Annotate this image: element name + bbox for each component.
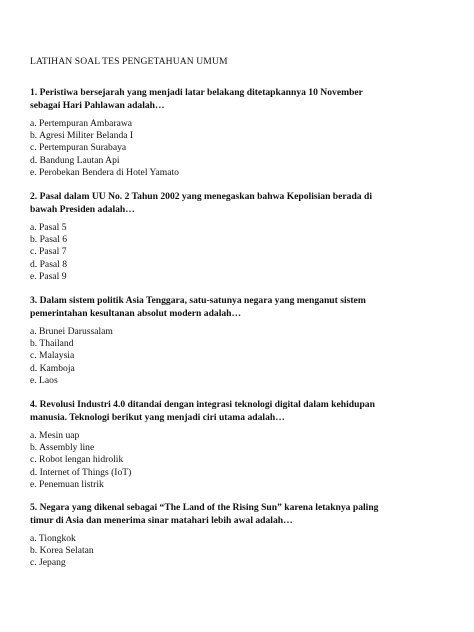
document-title: LATIHAN SOAL TES PENGETAHUAN UMUM (30, 56, 228, 67)
question-text (30, 295, 450, 320)
option-b: b. Pasal 6 (30, 234, 68, 246)
question-text (30, 87, 450, 112)
option-a: a. Mesin uap (30, 430, 80, 441)
option-b: b. Agresi Militer Belanda I (30, 130, 134, 142)
answer-options (30, 118, 450, 179)
question-text (30, 191, 450, 216)
answer-options (30, 222, 450, 283)
question-text (30, 502, 450, 527)
question-line: 3. Dalam sistem politik Asia Tenggara, satu-satunya negara yang menganut sistem (30, 295, 366, 306)
option-c: c. Malaysia (30, 350, 75, 362)
option-d: d. Bandung Lautan Api (30, 154, 120, 166)
answer-options (30, 533, 450, 570)
question-line: sebagai Hari Pahlawan adalah… (30, 99, 165, 111)
question-line: 5. Negara yang dikenal sebagai “The Land of the Rising Sun” karena letaknya paling (30, 502, 379, 513)
answer-options (30, 326, 450, 387)
option-b: b. Korea Selatan (30, 545, 94, 557)
option-c: c. Jepang (30, 557, 66, 569)
question-line: pemerintahan kesultanan absolut modern adalah… (30, 307, 242, 319)
question-text (30, 399, 450, 424)
option-d: d. Internet of Things (IoT) (30, 466, 132, 478)
option-a: a. Pasal 5 (30, 222, 67, 233)
question-line: 4. Revolusi Industri 4.0 ditandai dengan integrasi teknologi digital dalam kehidupan (30, 399, 375, 410)
option-d: d. Pasal 8 (30, 258, 68, 270)
question-line: 1. Peristiwa bersejarah yang menjadi latar belakang ditetapkannya 10 November (30, 87, 363, 98)
option-e: e. Pasal 9 (30, 270, 67, 282)
question-line: timur di Asia dan menerima sinar matahari lebih awal adalah… (30, 514, 293, 526)
option-b: b. Assembly line (30, 442, 95, 454)
question-1 (30, 87, 450, 179)
option-c: c. Robot lengan hidrolik (30, 454, 124, 466)
answer-options (30, 430, 450, 491)
option-a: a. Tiongkok (30, 533, 76, 544)
question-3 (30, 295, 450, 387)
option-e: e. Laos (30, 374, 58, 386)
option-d: d. Kamboja (30, 362, 75, 374)
question-line: bawah Presiden adalah… (30, 203, 135, 215)
option-e: e. Perobekan Bendera di Hotel Yamato (30, 166, 179, 178)
option-a: a. Pertempuran Ambarawa (30, 118, 133, 129)
option-c: c. Pertempuran Surabaya (30, 142, 127, 154)
question-2 (30, 191, 450, 283)
option-c: c. Pasal 7 (30, 246, 67, 258)
option-b: b. Thailand (30, 338, 74, 350)
question-4 (30, 399, 450, 491)
question-line: manusia. Teknologi berikut yang menjadi ciri utama adalah… (30, 411, 285, 423)
option-e: e. Penemuan listrik (30, 478, 104, 490)
question-5 (30, 502, 450, 570)
question-line: 2. Pasal dalam UU No. 2 Tahun 2002 yang menegaskan bahwa Kepolisian berada di (30, 191, 372, 202)
option-a: a. Brunei Darussalam (30, 326, 113, 337)
